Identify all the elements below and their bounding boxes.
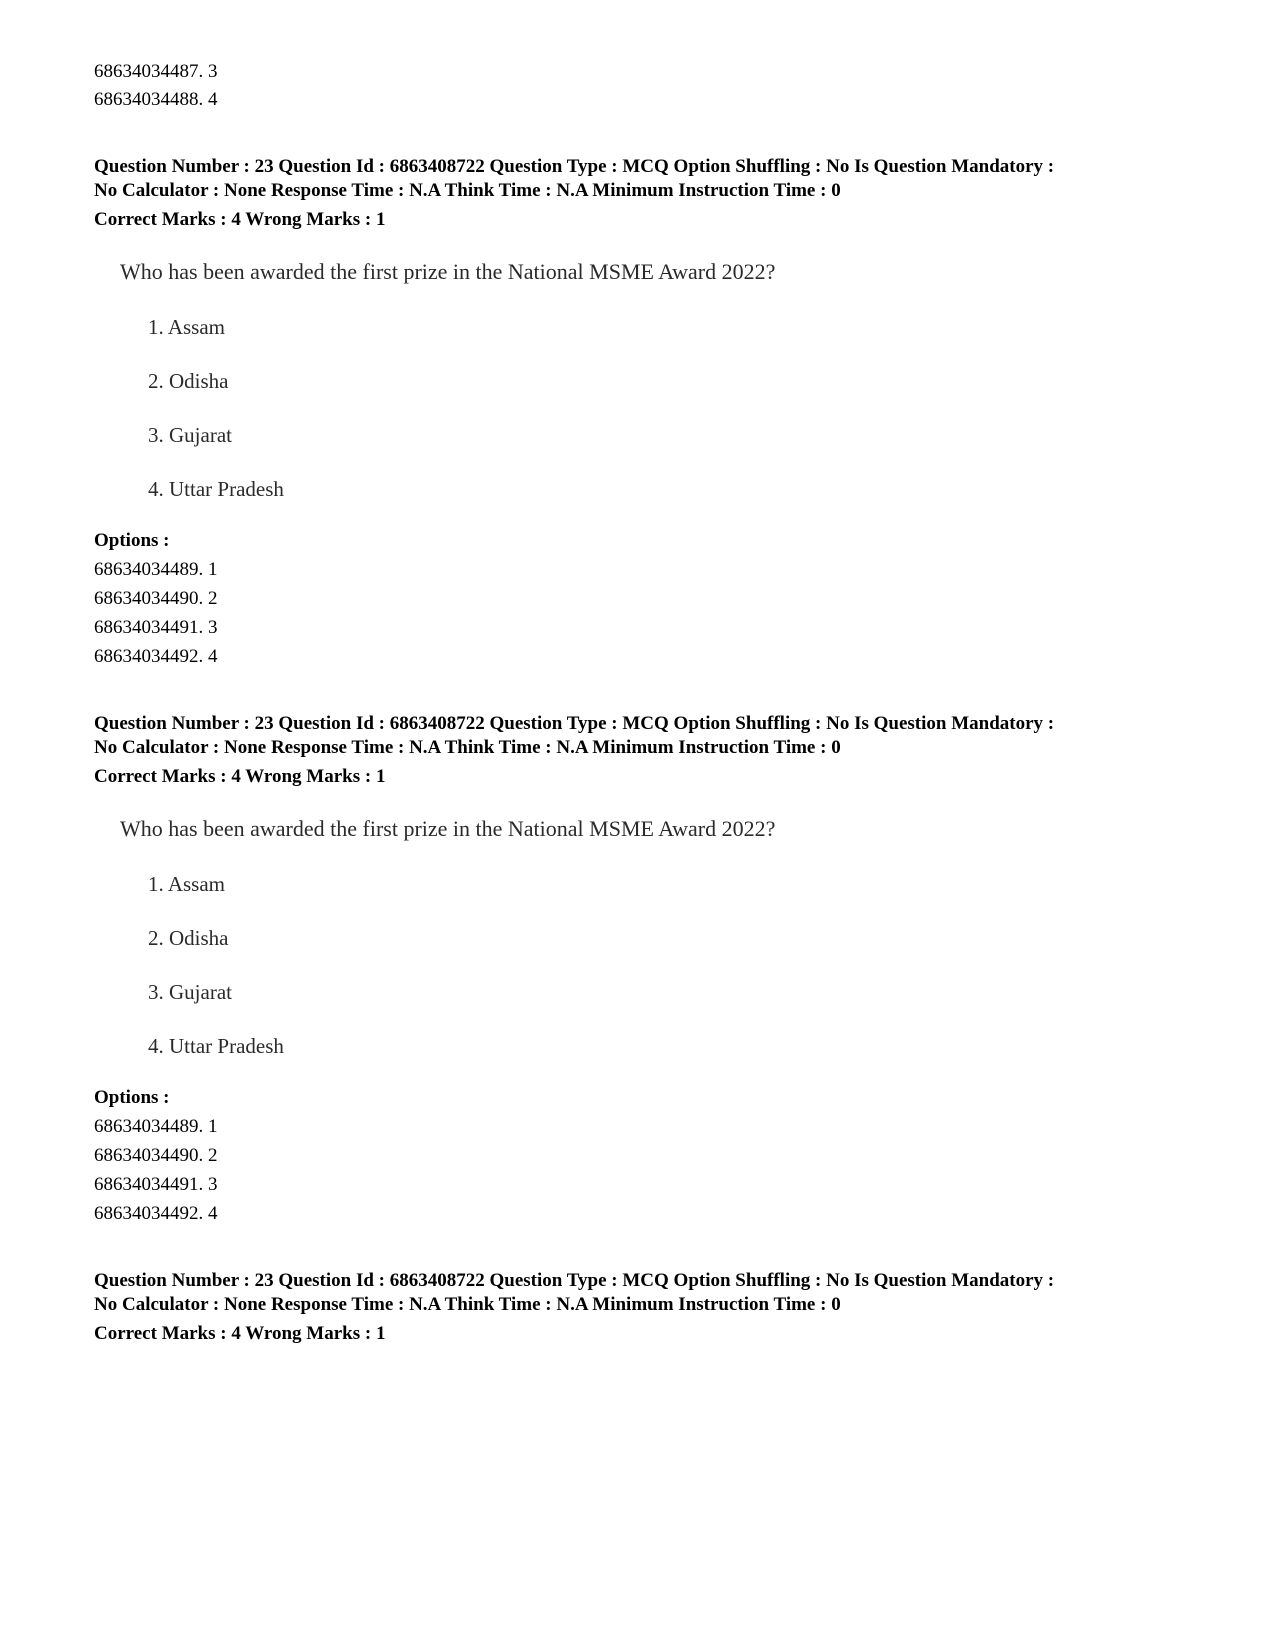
marks-line: Correct Marks : 4 Wrong Marks : 1 xyxy=(94,766,386,787)
question-meta-line1: Question Number : 23 Question Id : 6863408722 Question Type : MCQ Option Shuffling : No Is Question Mandatory : xyxy=(94,1270,1055,1291)
marks-line: Correct Marks : 4 Wrong Marks : 1 xyxy=(94,1323,386,1344)
option-line: 68634034488. 4 xyxy=(94,89,218,110)
answer-choice: 1. Assam xyxy=(148,872,226,896)
option-line: 68634034491. 3 xyxy=(94,617,218,638)
option-line: 68634034489. 1 xyxy=(94,1116,218,1137)
question-meta-line2: No Calculator : None Response Time : N.A Think Time : N.A Minimum Instruction Time : 0 xyxy=(94,737,841,758)
marks-line: Correct Marks : 4 Wrong Marks : 1 xyxy=(94,209,386,230)
option-line: 68634034492. 4 xyxy=(94,646,218,667)
option-line: 68634034492. 4 xyxy=(94,1203,218,1224)
answer-choice: 1. Assam xyxy=(148,315,226,339)
answer-choice: 3. Gujarat xyxy=(148,980,232,1004)
question-text: Who has been awarded the first prize in the National MSME Award 2022? xyxy=(120,259,776,284)
answer-choice: 4. Uttar Pradesh xyxy=(148,1034,284,1058)
question-meta-line2: No Calculator : None Response Time : N.A Think Time : N.A Minimum Instruction Time : 0 xyxy=(94,1294,841,1315)
answer-choice: 4. Uttar Pradesh xyxy=(148,477,284,501)
question-text: Who has been awarded the first prize in the National MSME Award 2022? xyxy=(120,816,776,841)
answer-choice: 2. Odisha xyxy=(148,369,229,393)
options-label: Options : xyxy=(94,1087,170,1108)
answer-choice: 3. Gujarat xyxy=(148,423,232,447)
option-line: 68634034489. 1 xyxy=(94,559,218,580)
question-meta-line1: Question Number : 23 Question Id : 6863408722 Question Type : MCQ Option Shuffling : No Is Question Mandatory : xyxy=(94,156,1055,177)
question-meta-line1: Question Number : 23 Question Id : 6863408722 Question Type : MCQ Option Shuffling : No Is Question Mandatory : xyxy=(94,713,1055,734)
option-line: 68634034491. 3 xyxy=(94,1174,218,1195)
answer-choice: 2. Odisha xyxy=(148,926,229,950)
option-line: 68634034490. 2 xyxy=(94,1145,218,1166)
options-label: Options : xyxy=(94,530,170,551)
option-line: 68634034490. 2 xyxy=(94,588,218,609)
question-meta-line2: No Calculator : None Response Time : N.A Think Time : N.A Minimum Instruction Time : 0 xyxy=(94,180,841,201)
option-line: 68634034487. 3 xyxy=(94,61,218,82)
